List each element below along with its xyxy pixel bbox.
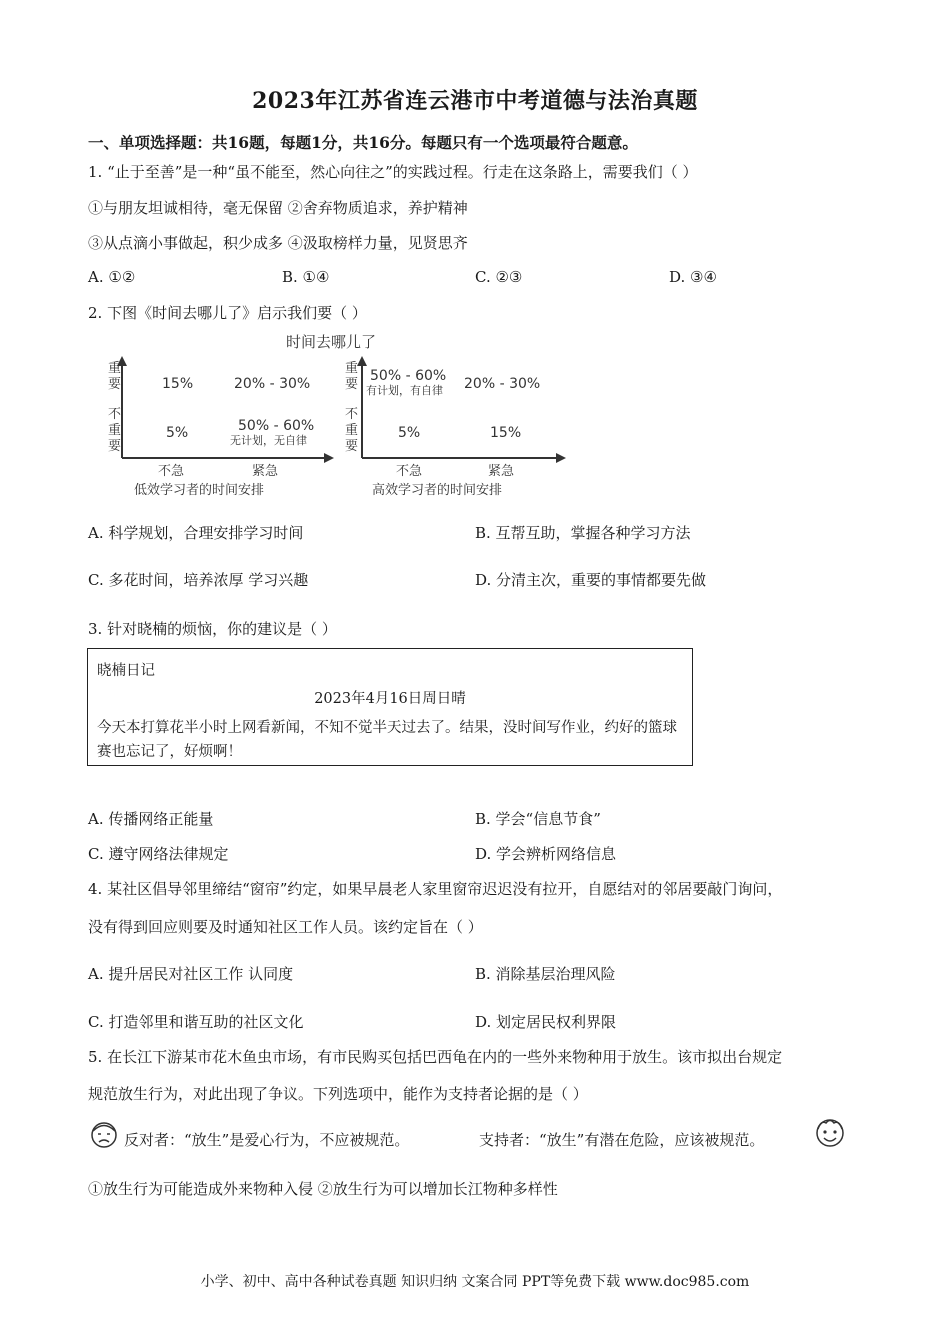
question-3-option-d[interactable]: D. 学会辨析网络信息 [475,845,617,863]
high-top-left-note: 有计划，有自律 [366,384,443,397]
low-bottom-right-note: 无计划，无自律 [230,434,307,447]
low-bottom-right: 50% - 60% [238,418,315,434]
question-4-option-c[interactable]: C. 打造邻里和谐互助的社区文化 [88,1013,304,1031]
high-y-bottom-label-2: 重 [345,423,359,438]
low-top-left: 15% [162,376,194,392]
question-5-stem-line-2: 规范放生行为，对此出现了争议。下列选项中，能作为支持者论据的是（ ） [88,1085,588,1103]
question-1-items-1: ①与朋友坦诚相待，毫无保留 ②舍弃物质追求，养护精神 [88,199,468,217]
low-y-bottom-label-2: 重 [108,423,122,438]
high-y-top-label-2: 要 [345,377,359,392]
high-bottom-left: 5% [398,425,421,441]
question-3-option-b[interactable]: B. 学会“信息节食” [475,810,601,828]
low-top-right: 20% - 30% [234,376,311,392]
question-2-option-d[interactable]: D. 分清主次，重要的事情都要先做 [475,571,707,589]
low-caption: 低效学习者的时间安排 [134,483,265,498]
low-y-top-label-2: 要 [108,377,122,392]
opponent-statement: 反对者：“放生”是爱心行为，不应被规范。 [124,1131,410,1149]
question-1-stem: 1. “止于至善”是一种“虽不能至，然心向往之”的实践过程。行走在这条路上，需要我们（ ） [88,163,698,181]
high-y-arrow [357,356,367,366]
question-1-option-d[interactable]: D. ③④ [669,268,717,286]
question-5-items-1: ①放生行为可能造成外来物种入侵 ②放生行为可以增加长江物种多样性 [88,1180,558,1198]
supporter-face-icon [812,1114,848,1150]
low-y-bottom-label-1: 不 [108,407,122,422]
time-allocation-figure [100,330,575,502]
high-top-right: 20% - 30% [464,376,541,392]
figure-title: 时间去哪儿了 [286,333,377,351]
question-4-stem-line-1: 4. 某社区倡导邻里缔结“窗帘”约定，如果早晨老人家里窗帘迟迟没有拉开，自愿结对的邻居要敲门询问， [88,880,783,898]
high-caption: 高效学习者的时间安排 [372,483,503,498]
diary-box [87,648,693,766]
high-top-left: 50% - 60% [370,368,447,384]
high-y-bottom-label-1: 不 [345,407,359,422]
question-1-items-2: ③从点滴小事做起，积少成多 ④汲取榜样力量，见贤思齐 [88,234,468,252]
question-1-option-b[interactable]: B. ①④ [282,268,330,286]
page-title: 2023年江苏省连云港市中考道德与法治真题 [252,88,698,114]
question-4-option-b[interactable]: B. 消除基层治理风险 [475,965,616,983]
high-y-bottom-label-3: 要 [345,439,359,454]
high-x-left-label: 不急 [396,464,423,479]
diary-title: 晓楠日记 [97,663,155,679]
diary-date: 2023年4月16日周日晴 [314,691,466,707]
question-4-option-a[interactable]: A. 提升居民对社区工作 认同度 [88,965,294,983]
question-1-option-c[interactable]: C. ②③ [475,268,523,286]
question-2-option-c[interactable]: C. 多花时间，培养浓厚 学习兴趣 [88,571,309,589]
high-x-arrow [556,453,566,463]
high-x-right-label: 紧急 [488,464,515,479]
question-2-stem: 2. 下图《时间去哪儿了》启示我们要（ ） [88,304,367,322]
low-x-arrow [324,453,334,463]
question-2-option-b[interactable]: B. 互帮互助，掌握各种学习方法 [475,524,691,542]
question-2-option-a[interactable]: A. 科学规划，合理安排学习时间 [88,524,304,542]
question-3-option-c[interactable]: C. 遵守网络法律规定 [88,845,229,863]
footer-text: 小学、初中、高中各种试卷真题 知识归纳 文案合同 PPT等免费下载 www.doc985.com [200,1274,750,1290]
diary-text: 今天本打算花半小时上网看新闻，不知不觉半天过去了。结果，没时间写作业，约好的篮球赛也忘记了，好烦啊！ [97,720,677,760]
supporter-statement: 支持者：“放生”有潜在危险，应该被规范。 [479,1131,765,1149]
section-heading: 一、单项选择题：共16题，每题1分，共16分。每题只有一个选项最符合题意。 [88,133,638,152]
question-5-stem-line-1: 5. 在长江下游某市花木鱼虫市场，有市民购买包括巴西龟在内的一些外来物种用于放生。该市拟出台规定 [88,1048,783,1066]
question-3-stem: 3. 针对晓楠的烦恼，你的建议是（ ） [88,620,337,638]
high-bottom-right: 15% [490,425,522,441]
question-4-option-d[interactable]: D. 划定居民权利界限 [475,1013,617,1031]
question-4-stem-line-2: 没有得到回应则要及时通知社区工作人员。该约定旨在（ ） [88,918,483,936]
low-bottom-left: 5% [166,425,189,441]
opponent-face-icon [88,1118,120,1150]
low-y-bottom-label-3: 要 [108,439,122,454]
low-x-left-label: 不急 [158,464,185,479]
question-3-option-a[interactable]: A. 传播网络正能量 [88,810,214,828]
question-1-option-a[interactable]: A. ①② [88,268,136,286]
high-y-top-label-1: 重 [345,361,359,376]
low-x-right-label: 紧急 [252,464,279,479]
low-y-top-label-1: 重 [108,361,122,376]
